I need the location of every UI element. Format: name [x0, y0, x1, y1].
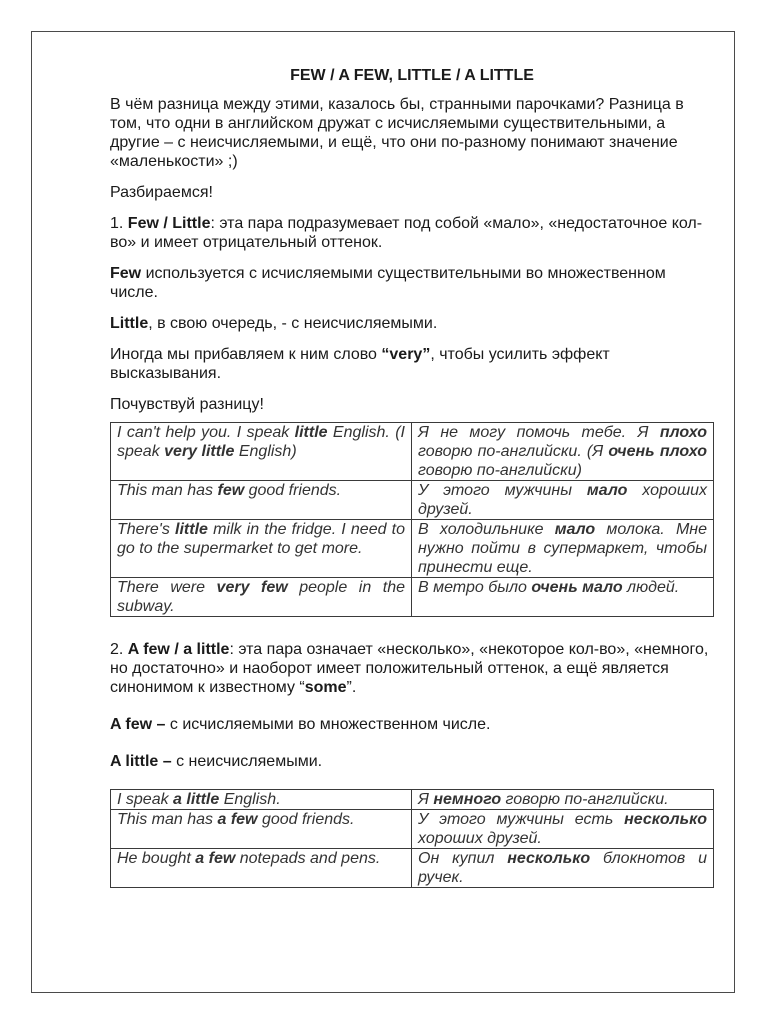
table-row [111, 790, 714, 810]
russian-translation-cell: Я немного говорю по-английски. [412, 790, 714, 810]
english-example-cell: There were very few people in the subway. [111, 578, 412, 617]
intro-paragraph: В чём разница между этими, казалось бы, странными парочками? Разница в том, что одни в английском дружат с исчисляемыми существительными, а другие – с неисчисляемыми, и ещё, что они по-разному понимают значение «маленькости» ;) [110, 96, 684, 170]
a-few-usage-line: A few – с исчисляемыми во множественном числе. [110, 716, 491, 733]
lead-line: Разбираемся! [110, 184, 213, 201]
table-row [111, 810, 714, 849]
russian-translation-cell: Я не могу помочь тебе. Я плохо говорю по-английски. (Я очень плохо говорю по-английски) [412, 423, 714, 481]
english-example-cell: I speak a little English. [111, 790, 412, 810]
table-row [111, 481, 714, 520]
russian-translation-cell: В метро было очень мало людей. [412, 578, 714, 617]
page-title: FEW / A FEW, LITTLE / A LITTLE [290, 67, 534, 84]
english-example-cell: This man has a few good friends. [111, 810, 412, 849]
table-row [111, 423, 714, 481]
russian-translation-cell: У этого мужчины есть несколько хороших друзей. [412, 810, 714, 849]
russian-translation-cell: Он купил несколько блокнотов и ручек. [412, 849, 714, 888]
table-row [111, 578, 714, 617]
table-row [111, 520, 714, 578]
russian-translation-cell: У этого мужчины мало хороших друзей. [412, 481, 714, 520]
english-example-cell: I can't help you. I speak little English. (I speak very little English) [111, 423, 412, 481]
a-little-usage-line: A little – с неисчисляемыми. [110, 753, 323, 770]
examples-table-2 [110, 789, 714, 888]
examples-table-1 [110, 422, 714, 617]
feel-difference-line: Почувствуй разницу! [110, 396, 264, 413]
little-usage-line: Little, в свою очередь, - с неисчисляемыми. [110, 315, 438, 332]
few-usage-line: Few используется с исчисляемыми существительными во множественном числе. [110, 265, 666, 301]
section1-heading: 1. Few / Little: эта пара подразумевает под собой «мало», «недостаточное кол-во» и имеет отрицательный оттенок. [110, 215, 703, 251]
english-example-cell: He bought a few notepads and pens. [111, 849, 412, 888]
english-example-cell: This man has few good friends. [111, 481, 412, 520]
russian-translation-cell: В холодильнике мало молока. Мне нужно пойти в супермаркет, чтобы принести еще. [412, 520, 714, 578]
table-row [111, 849, 714, 888]
very-usage-line: Иногда мы прибавляем к ним слово “very”, чтобы усилить эффект высказывания. [110, 346, 610, 382]
document-body [110, 66, 714, 888]
english-example-cell: There's little milk in the fridge. I need to go to the supermarket to get more. [111, 520, 412, 578]
section2-heading: 2. A few / a little: эта пара означает «несколько», «некоторое кол-во», «немного, но достаточно» и наоборот имеет положительный оттенок, а ещё является синонимом к известному “some”. [110, 641, 709, 696]
